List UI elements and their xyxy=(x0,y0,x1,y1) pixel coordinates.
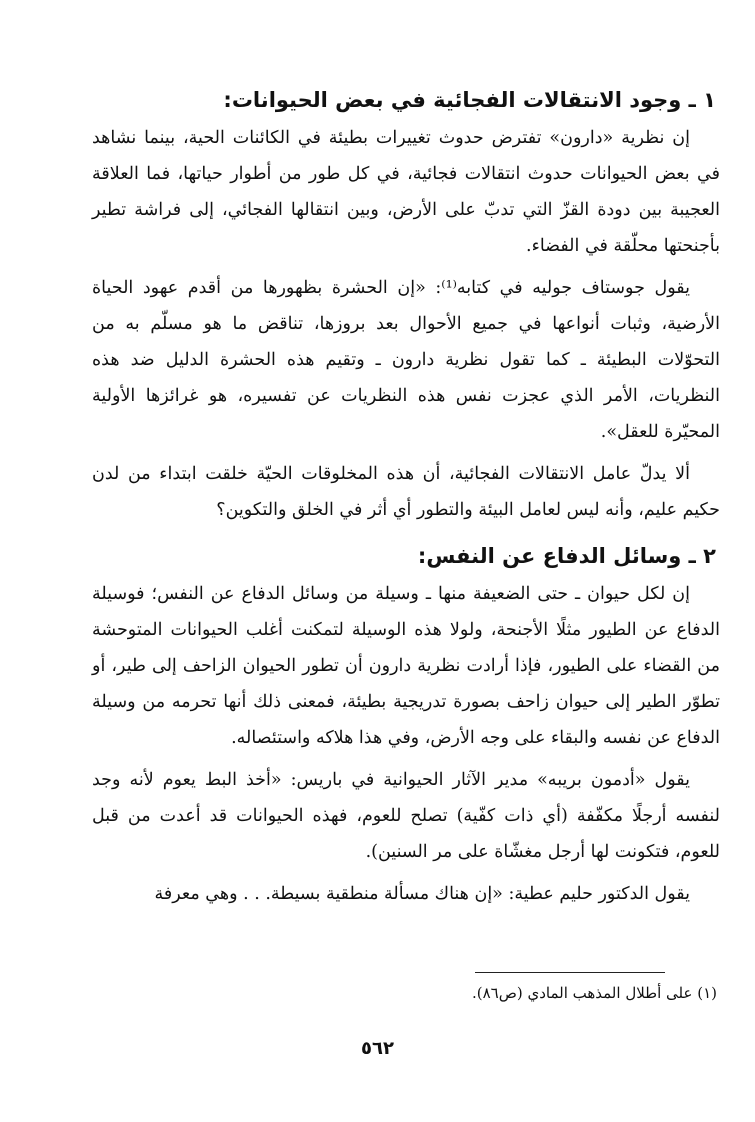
section-1-paragraph-3: ألا يدلّ عامل الانتقالات الفجائية، أن هذه المخلوقات الحيّة خلقت ابتداء من لدن حكيم عليم، وأنه ليس لعامل البيئة والتطور أي أثر في الخلق والتكوين؟ xyxy=(92,464,720,520)
page-number: ٥٦٢ xyxy=(361,1038,394,1059)
section-2-paragraph-1: إن لكل حيوان ـ حتى الضعيفة منها ـ وسيلة من وسائل الدفاع عن النفس؛ فوسيلة الدفاع عن الطيور مثلًا الأجنحة، ولولا هذه الوسيلة لتمكنت أغلب الحيوانات المتوحشة من القضاء على الطيور، فإذا أرادت نظرية دارون أن تطور الحيوان الزاحف إلى طير، أو تطوّر الطير إلى حيوان زاحف بصورة تدريجية بطيئة، فمعنى ذلك أنها تحرمه من وسيلة الدفاع عن نفسه والبقاء على وجه الأرض، وفي هذا هلاكه واستئصاله. xyxy=(92,584,720,748)
section-2-heading: ٢ ـ وسائل الدفاع عن النفس: xyxy=(417,544,716,568)
section-2-paragraph-3: يقول الدكتور حليم عطية: «إن هناك مسألة منطقية بسيطة. . . وهي معرفة xyxy=(154,884,690,904)
section-1-heading: ١ ـ وجود الانتقالات الفجائية في بعض الحيوانات: xyxy=(223,88,716,112)
section-1-paragraph-1: إن نظرية «دارون» تفترض حدوث تغييرات بطيئة في الكائنات الحية، بينما نشاهد في بعض الحيوانات حدوث انتقالات فجائية، في كل طور من أطوار حياتها، فما العلاقة العجيبة بين دودة القزّ التي تدبّ على الأرض، وبين انتقالها الفجائي، إلى فراشة تطير بأجنحتها محلّقة في الفضاء. xyxy=(92,128,720,256)
footnote: (١) على أطلال المذهب المادي (ص٨٦). xyxy=(471,984,717,1002)
footnote-divider xyxy=(475,972,665,973)
section-1-paragraph-2: يقول جوستاف جوليه في كتابه⁽¹⁾: «إن الحشرة بظهورها من أقدم عهود الحياة الأرضية، وثبات أنواعها في جميع الأحوال بعد بروزها، تناقض ما هو مسلّم به من التحوّلات البطيئة ـ كما تقول نظرية دارون ـ وتقيم هذه الحشرة الدليل ضد هذه النظريات، الأمر الذي عجزت نفس هذه النظريات عن تفسيره، هو غرائزها الأولية المحيّرة للعقل». xyxy=(92,278,720,442)
page-body xyxy=(92,82,720,918)
section-2-paragraph-2: يقول «أدمون بريبه» مدير الآثار الحيوانية في باريس: «أخذ البط يعوم لأنه وجد لنفسه أرجلًا مكفّفة (أي ذات كفّية) تصلح للعوم، فهذه الحيوانات قد أعدت من قبل للعوم، فتكونت لها أرجل مغشّاة على مر السنين). xyxy=(92,770,720,862)
